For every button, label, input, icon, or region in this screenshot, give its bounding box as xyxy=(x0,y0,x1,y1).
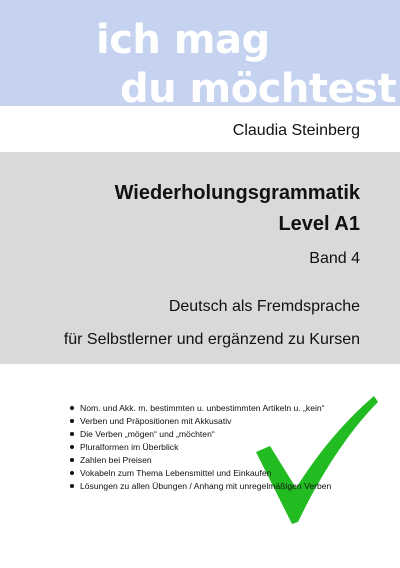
banner-title-line1: ich mag xyxy=(96,17,270,63)
subtitle-line1: Deutsch als Fremdsprache xyxy=(168,298,360,315)
list-item: Die Verben „mögen“ und „möchten“ xyxy=(70,428,331,441)
list-item: Vokabeln zum Thema Lebensmittel und Einkaufen xyxy=(70,467,331,480)
cover-banner xyxy=(0,0,400,112)
list-item: Zahlen bei Preisen xyxy=(70,454,331,467)
book-level: Level A1 xyxy=(278,213,360,235)
list-item: Verben und Präpositionen mit Akkusativ xyxy=(70,415,331,428)
contents-list xyxy=(70,402,331,493)
list-item: Lösungen zu allen Übungen / Anhang mit unregelmäßigen Verben xyxy=(70,480,331,493)
banner-title-line2: du möchtest xyxy=(120,66,397,112)
book-title: Wiederholungsgrammatik xyxy=(114,182,360,204)
author-name: Claudia Steinberg xyxy=(232,122,360,139)
volume-number: Band 4 xyxy=(309,250,360,267)
list-item: Nom. und Akk. m. bestimmten u. unbestimmten Artikeln u. „kein“ xyxy=(70,402,331,415)
list-item: Pluralformen im Überblick xyxy=(70,441,331,454)
subtitle-line2: für Selbstlerner und ergänzend zu Kursen xyxy=(63,331,360,348)
